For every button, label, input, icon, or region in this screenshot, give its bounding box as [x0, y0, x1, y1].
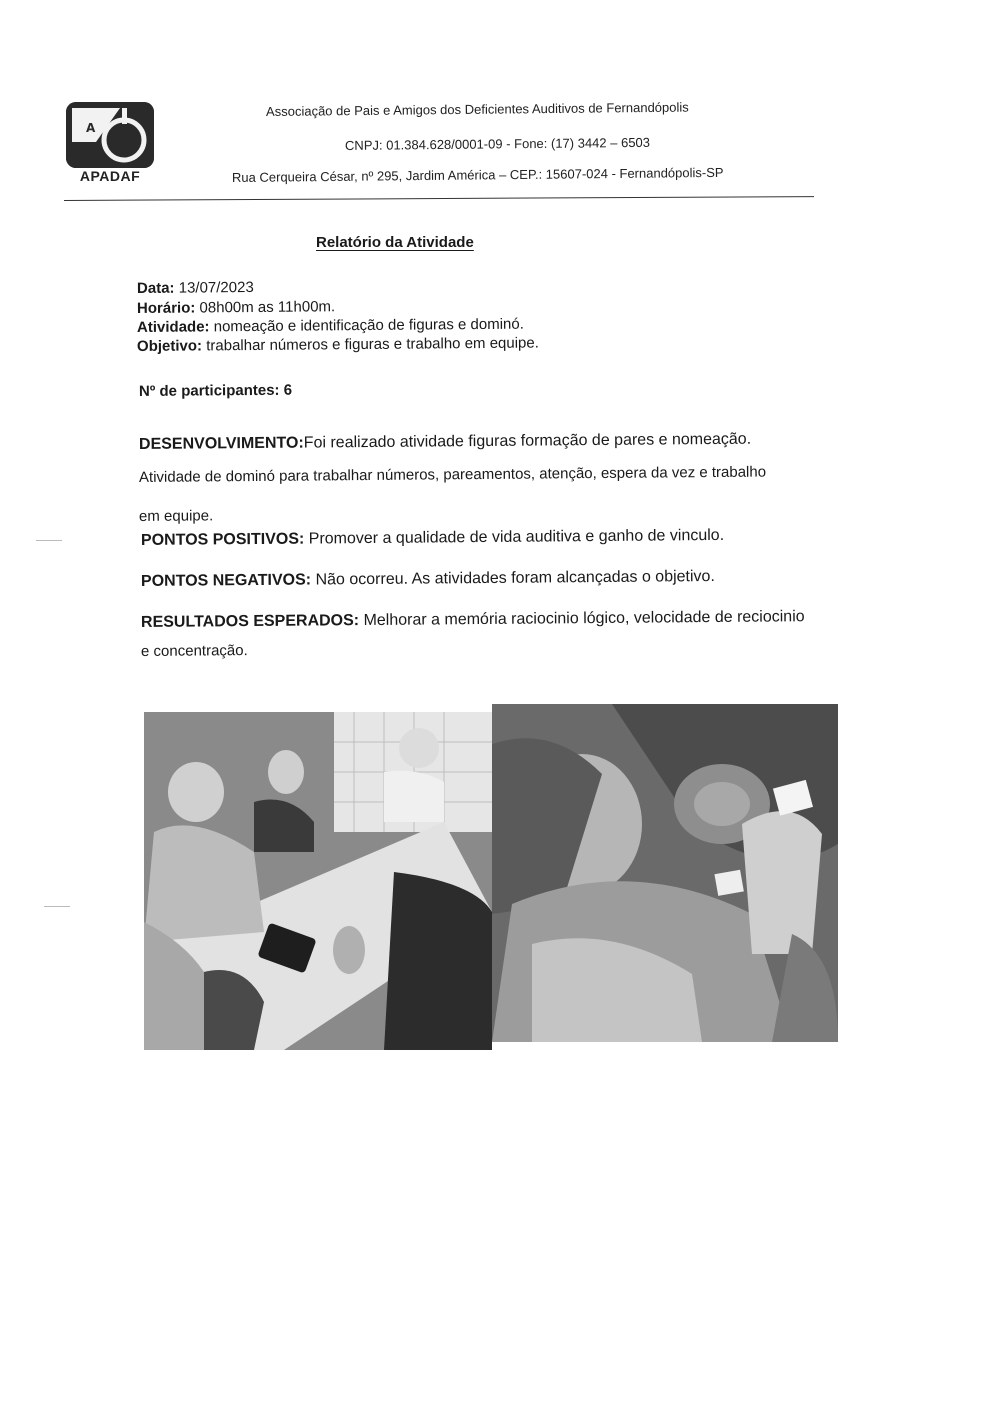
section-pontos-positivos	[141, 527, 724, 550]
field-data-value: 13/07/2023	[178, 278, 254, 297]
section-resultados-esperados	[141, 608, 805, 632]
section-pontos-negativos	[141, 568, 715, 591]
organization-cnpj-phone: CNPJ: 01.384.628/0001-09 - Fone: (17) 3442 – 6503	[344, 134, 651, 153]
logo-text: APADAF	[79, 168, 141, 184]
section-pontos-negativos-label: PONTOS NEGATIVOS:	[140, 571, 312, 590]
organization-name: Associação de Pais e Amigos dos Deficientes Auditivos de Fernandópolis	[265, 99, 689, 119]
margin-mark	[36, 540, 62, 541]
section-desenvolvimento	[139, 431, 751, 454]
field-horario-label: Horário:	[136, 299, 196, 317]
section-resultados-text-1: Melhorar a memória raciocinio lógico, velocidade de reciocinio	[363, 608, 805, 630]
section-pontos-negativos-text: Não ocorreu. As atividades foram alcançadas o objetivo.	[315, 567, 715, 589]
section-desenvolvimento-text-3: em equipe.	[138, 507, 214, 525]
section-desenvolvimento-label: DESENVOLVIMENTO:	[138, 434, 304, 453]
header-divider	[64, 196, 814, 201]
svg-text:A: A	[86, 121, 96, 135]
section-pontos-positivos-text: Promover a qualidade de vida auditiva e ganho de vinculo.	[308, 526, 725, 548]
logo-emblem	[66, 102, 154, 168]
section-pontos-positivos-label: PONTOS POSITIVOS:	[140, 530, 305, 549]
section-resultados-label: RESULTADOS ESPERADOS:	[140, 612, 360, 631]
organization-address: Rua Cerqueira César, nº 295, Jardim América – CEP.: 15607-024 - Fernandópolis-SP	[231, 164, 724, 185]
section-desenvolvimento-text-1: Foi realizado atividade figuras formação de pares e nomeação.	[303, 430, 752, 452]
field-atividade-label: Atividade:	[136, 318, 210, 336]
field-objetivo-label: Objetivo:	[136, 337, 203, 355]
activity-photo-closeup	[492, 704, 838, 1042]
report-title: Relatório da Atividade	[316, 234, 474, 251]
section-desenvolvimento-text-2: Atividade de dominó para trabalhar números, pareamentos, atenção, espera da vez e trabalho	[138, 463, 767, 486]
field-participantes: Nº de participantes: 6	[138, 381, 293, 400]
field-atividade-value: nomeação e identificação de figuras e dominó.	[213, 315, 524, 336]
field-horario-value: 08h00m as 11h00m.	[199, 298, 336, 317]
field-objetivo-value: trabalhar números e figuras e trabalho em equipe.	[206, 334, 539, 355]
margin-mark	[44, 906, 70, 907]
field-data-label: Data:	[136, 279, 175, 297]
section-resultados-text-2: e concentração.	[140, 642, 248, 660]
field-horario	[137, 298, 335, 317]
field-atividade	[137, 316, 524, 336]
field-data	[137, 279, 254, 297]
field-objetivo	[137, 334, 539, 355]
activity-photo-table	[144, 712, 492, 1050]
organization-logo	[64, 100, 156, 190]
